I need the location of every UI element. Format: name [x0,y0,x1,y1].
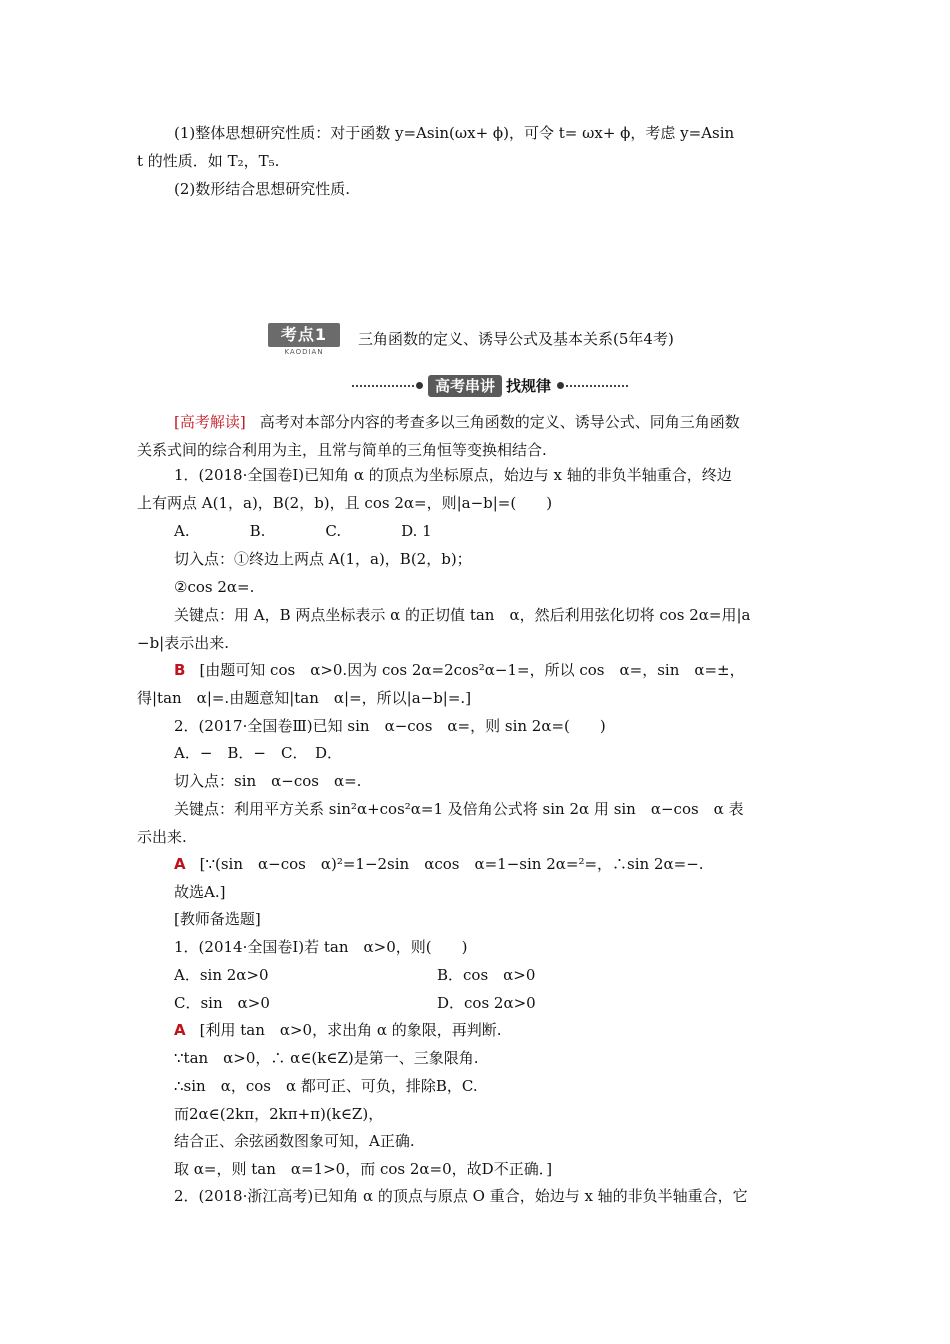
intro-line-2: 关系式间的综合利用为主，且常与简单的三角恒等变换相结合. [137,441,547,459]
kaodian-badge-sub: KAODIAN [284,348,324,356]
intro-tag: [高考解读] [174,413,246,431]
q1-entry-2: ②cos 2α=. [174,578,255,596]
q2-solution-2: 故选A.] [174,883,226,901]
intro-line-1 [174,412,740,432]
summary-line-3: (2)数形结合思想研究性质. [174,180,351,198]
backup-q1: 1．(2014·全国卷Ⅰ)若 tan α>0，则( ) [174,938,468,956]
q1-key-1: 关键点：用 A，B 两点坐标表示 α 的正切值 tan α，然后利用弦化切将 cos 2α=用|a [174,606,751,624]
backup-solution-6: 取 α=，则 tan α=1>0，而 cos 2α=0，故D不正确．] [174,1160,553,1178]
kaodian-badge-label: 考点1 [268,323,340,347]
backup-option-b: B．cos α>0 [437,966,536,984]
summary-line-1: (1)整体思想研究性质：对于函数 y=Asin(ωx+ ϕ)，可令 t= ωx+ ϕ，考虑 y=Asin [174,124,735,142]
q2-key-1: 关键点：利用平方关系 sin²α+cos²α=1 及倍角公式将 sin 2α 用 sin α−cos α 表 [174,800,744,818]
q2-key-2: 示出来. [137,828,187,846]
intro-text-1: 高考对本部分内容的考查多以三角函数的定义、诱导公式、同角三角函数 [259,413,740,431]
divider-text: 找规律 [506,377,552,395]
q1-options: A. B. C. D. 1 [174,522,432,540]
backup-solution-2: ∵tan α>0，∴ α∈(k∈Z)是第一、三象限角. [174,1049,479,1067]
q1-solution-text: [由题可知 cos α>0.因为 cos 2α=2cos²α−1=，所以 cos α=，sin α=±， [199,661,745,679]
q1-entry-1: 切入点：①终边上两点 A(1，a)，B(2，b)； [174,550,472,568]
divider-dot-icon [416,382,423,389]
section-divider [352,374,628,398]
backup-option-d: D．cos 2α>0 [437,994,536,1012]
divider-pill: 高考串讲 [428,375,502,397]
q2-entry: 切入点：sin α−cos α=. [174,772,362,790]
kaodian-badge [268,323,342,357]
backup-solution-4: 而2α∈(2kπ，2kπ+π)(k∈Z)， [174,1105,384,1123]
q1-solution-1 [174,660,745,680]
summary-line-2: t 的性质．如 T₂，T₅. [137,152,280,170]
q1-line-2: 上有两点 A(1，a)，B(2，b)，且 cos 2α=，则|a−b|=( ) [137,494,553,512]
backup-option-c: C．sin α>0 [174,994,270,1012]
backup-solution-3: ∴sin α，cos α 都可正、可负，排除B，C. [174,1077,478,1095]
q2-line-1: 2．(2017·全国卷Ⅲ)已知 sin α−cos α=，则 sin 2α=( ) [174,717,606,735]
q2-answer-letter: A [174,855,186,873]
backup-solution-text: [利用 tan α>0，求出角 α 的象限，再判断. [199,1021,502,1039]
q1-solution-2: 得|tan α|=.由题意知|tan α|=，所以|a−b|=.] [137,689,472,707]
backup-q2: 2．(2018·浙江高考)已知角 α 的顶点与原点 O 重合，始边与 x 轴的非负半轴重合，它 [174,1187,748,1205]
divider-dots-left [352,385,414,387]
q1-answer-letter: B [174,661,186,679]
section-title: 三角函数的定义、诱导公式及基本关系(5年4考) [358,330,674,348]
backup-option-a: A．sin 2α>0 [174,966,269,984]
backup-tag: [教师备选题] [174,910,261,928]
divider-dots-right [566,385,628,387]
q2-options: A．− B．− C． D． [174,744,342,762]
backup-solution-5: 结合正、余弦函数图象可知，A正确. [174,1132,415,1150]
q1-line-1: 1．(2018·全国卷Ⅰ)已知角 α 的顶点为坐标原点，始边与 x 轴的非负半轴重合，终边 [174,466,732,484]
q1-key-2: −b|表示出来. [137,634,229,652]
divider-dot-icon [557,382,564,389]
q2-solution-1 [174,854,704,874]
backup-answer-letter: A [174,1021,186,1039]
backup-solution-1 [174,1020,502,1040]
q2-solution-text: [∵(sin α−cos α)²=1−2sin αcos α=1−sin 2α=²=，∴sin 2α=−. [199,855,704,873]
